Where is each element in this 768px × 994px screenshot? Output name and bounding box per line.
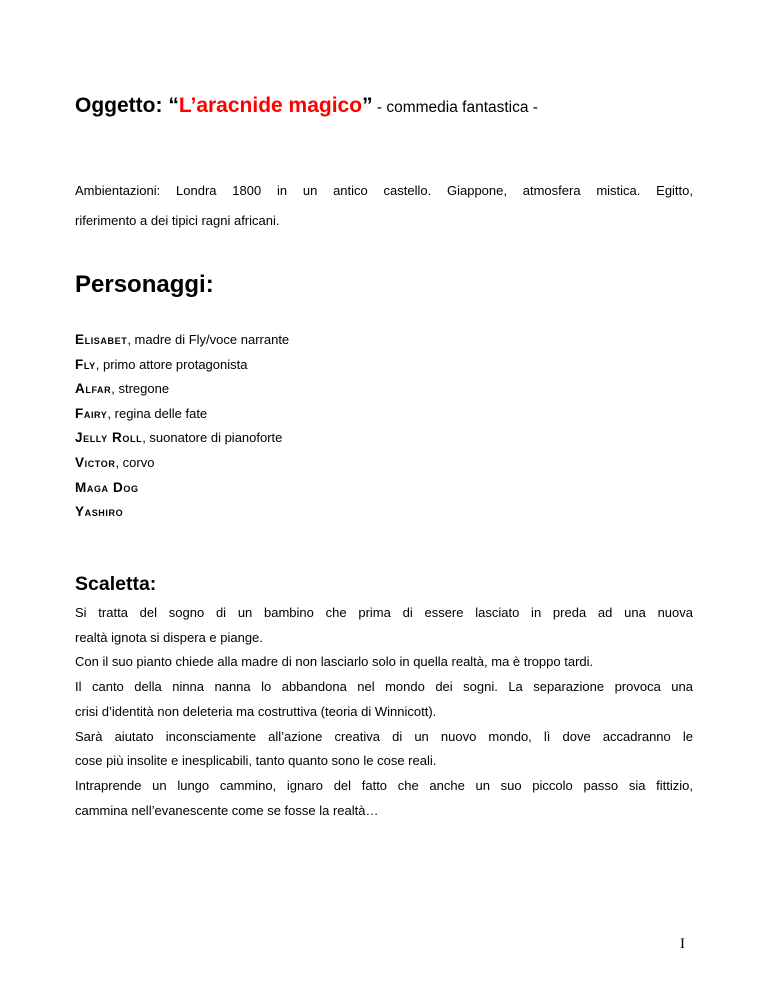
settings-line-2: riferimento a dei tipici ragni africani. [75,213,280,228]
plot-line: Il canto della ninna nanna lo abbandona nel mondo dei sogni. La separazione provoca una [75,679,693,695]
plot-line: Sarà aiutato inconsciamente all’azione creativa di un nuovo mondo, lì dove accadranno le [75,728,693,744]
play-title: L’aracnide magico [178,94,363,117]
plot-line: Con il suo pianto chiede alla madre di non lasciarlo solo in quella realtà, ma è troppo tardi. [75,654,594,670]
character-name: Fairy [75,405,108,421]
character-item [75,402,289,427]
character-name: Elisabet [75,332,128,347]
character-name: Alfar [75,381,112,397]
character-item [75,353,289,378]
character-role: , corvo [115,454,155,470]
plot-line: cose più insolite e inesplicabili, tanto quanto sono le cose reali. [75,753,437,769]
plot-line: realtà ignota si dispera e piange. [75,629,263,645]
page-number: I [680,936,685,952]
characters-heading: Personaggi: [75,271,214,298]
character-item [75,476,289,501]
plot-line: Si tratta del sogno di un bambino che prima di essere lasciato in preda ad una nuova [75,605,693,620]
character-name: Yashiro [75,504,124,520]
settings-paragraph [75,176,693,236]
plot-line: cammina nell’evanescente come se fosse la realtà… [75,802,379,818]
play-genre: - commedia fantastica - [372,99,538,116]
character-role: , regina delle fate [107,405,208,421]
character-role: , madre di Fly/voce narrante [127,332,290,347]
character-name: Fly [75,356,96,372]
characters-list [75,328,289,525]
character-name: Jelly Roll [75,430,143,446]
character-name: Victor [75,454,116,470]
quote-close: ” [362,94,373,117]
character-item [75,500,289,525]
settings-line-1: Ambientazioni: Londra 1800 in un antico castello. Giappone, atmosfera mistica. Egitto, [75,183,693,198]
character-role: , suonatore di pianoforte [142,430,283,446]
character-item [75,328,289,353]
character-role: , stregone [111,381,170,397]
plot-paragraph [75,601,693,823]
document-subject [75,94,538,118]
character-item [75,377,289,402]
subject-label: Oggetto: [75,94,169,117]
character-name: Maga Dog [75,479,139,495]
character-item [75,451,289,476]
plot-line: Intraprende un lungo cammino, ignaro del fatto che anche un suo piccolo passo sia fittizio, [75,777,693,793]
character-role: , primo attore protagonista [95,356,248,372]
plot-line: crisi d’identità non deleteria ma costruttiva (teoria di Winnicott). [75,703,437,719]
character-item [75,426,289,451]
quote-open: “ [168,94,179,117]
plot-heading: Scaletta: [75,573,157,595]
